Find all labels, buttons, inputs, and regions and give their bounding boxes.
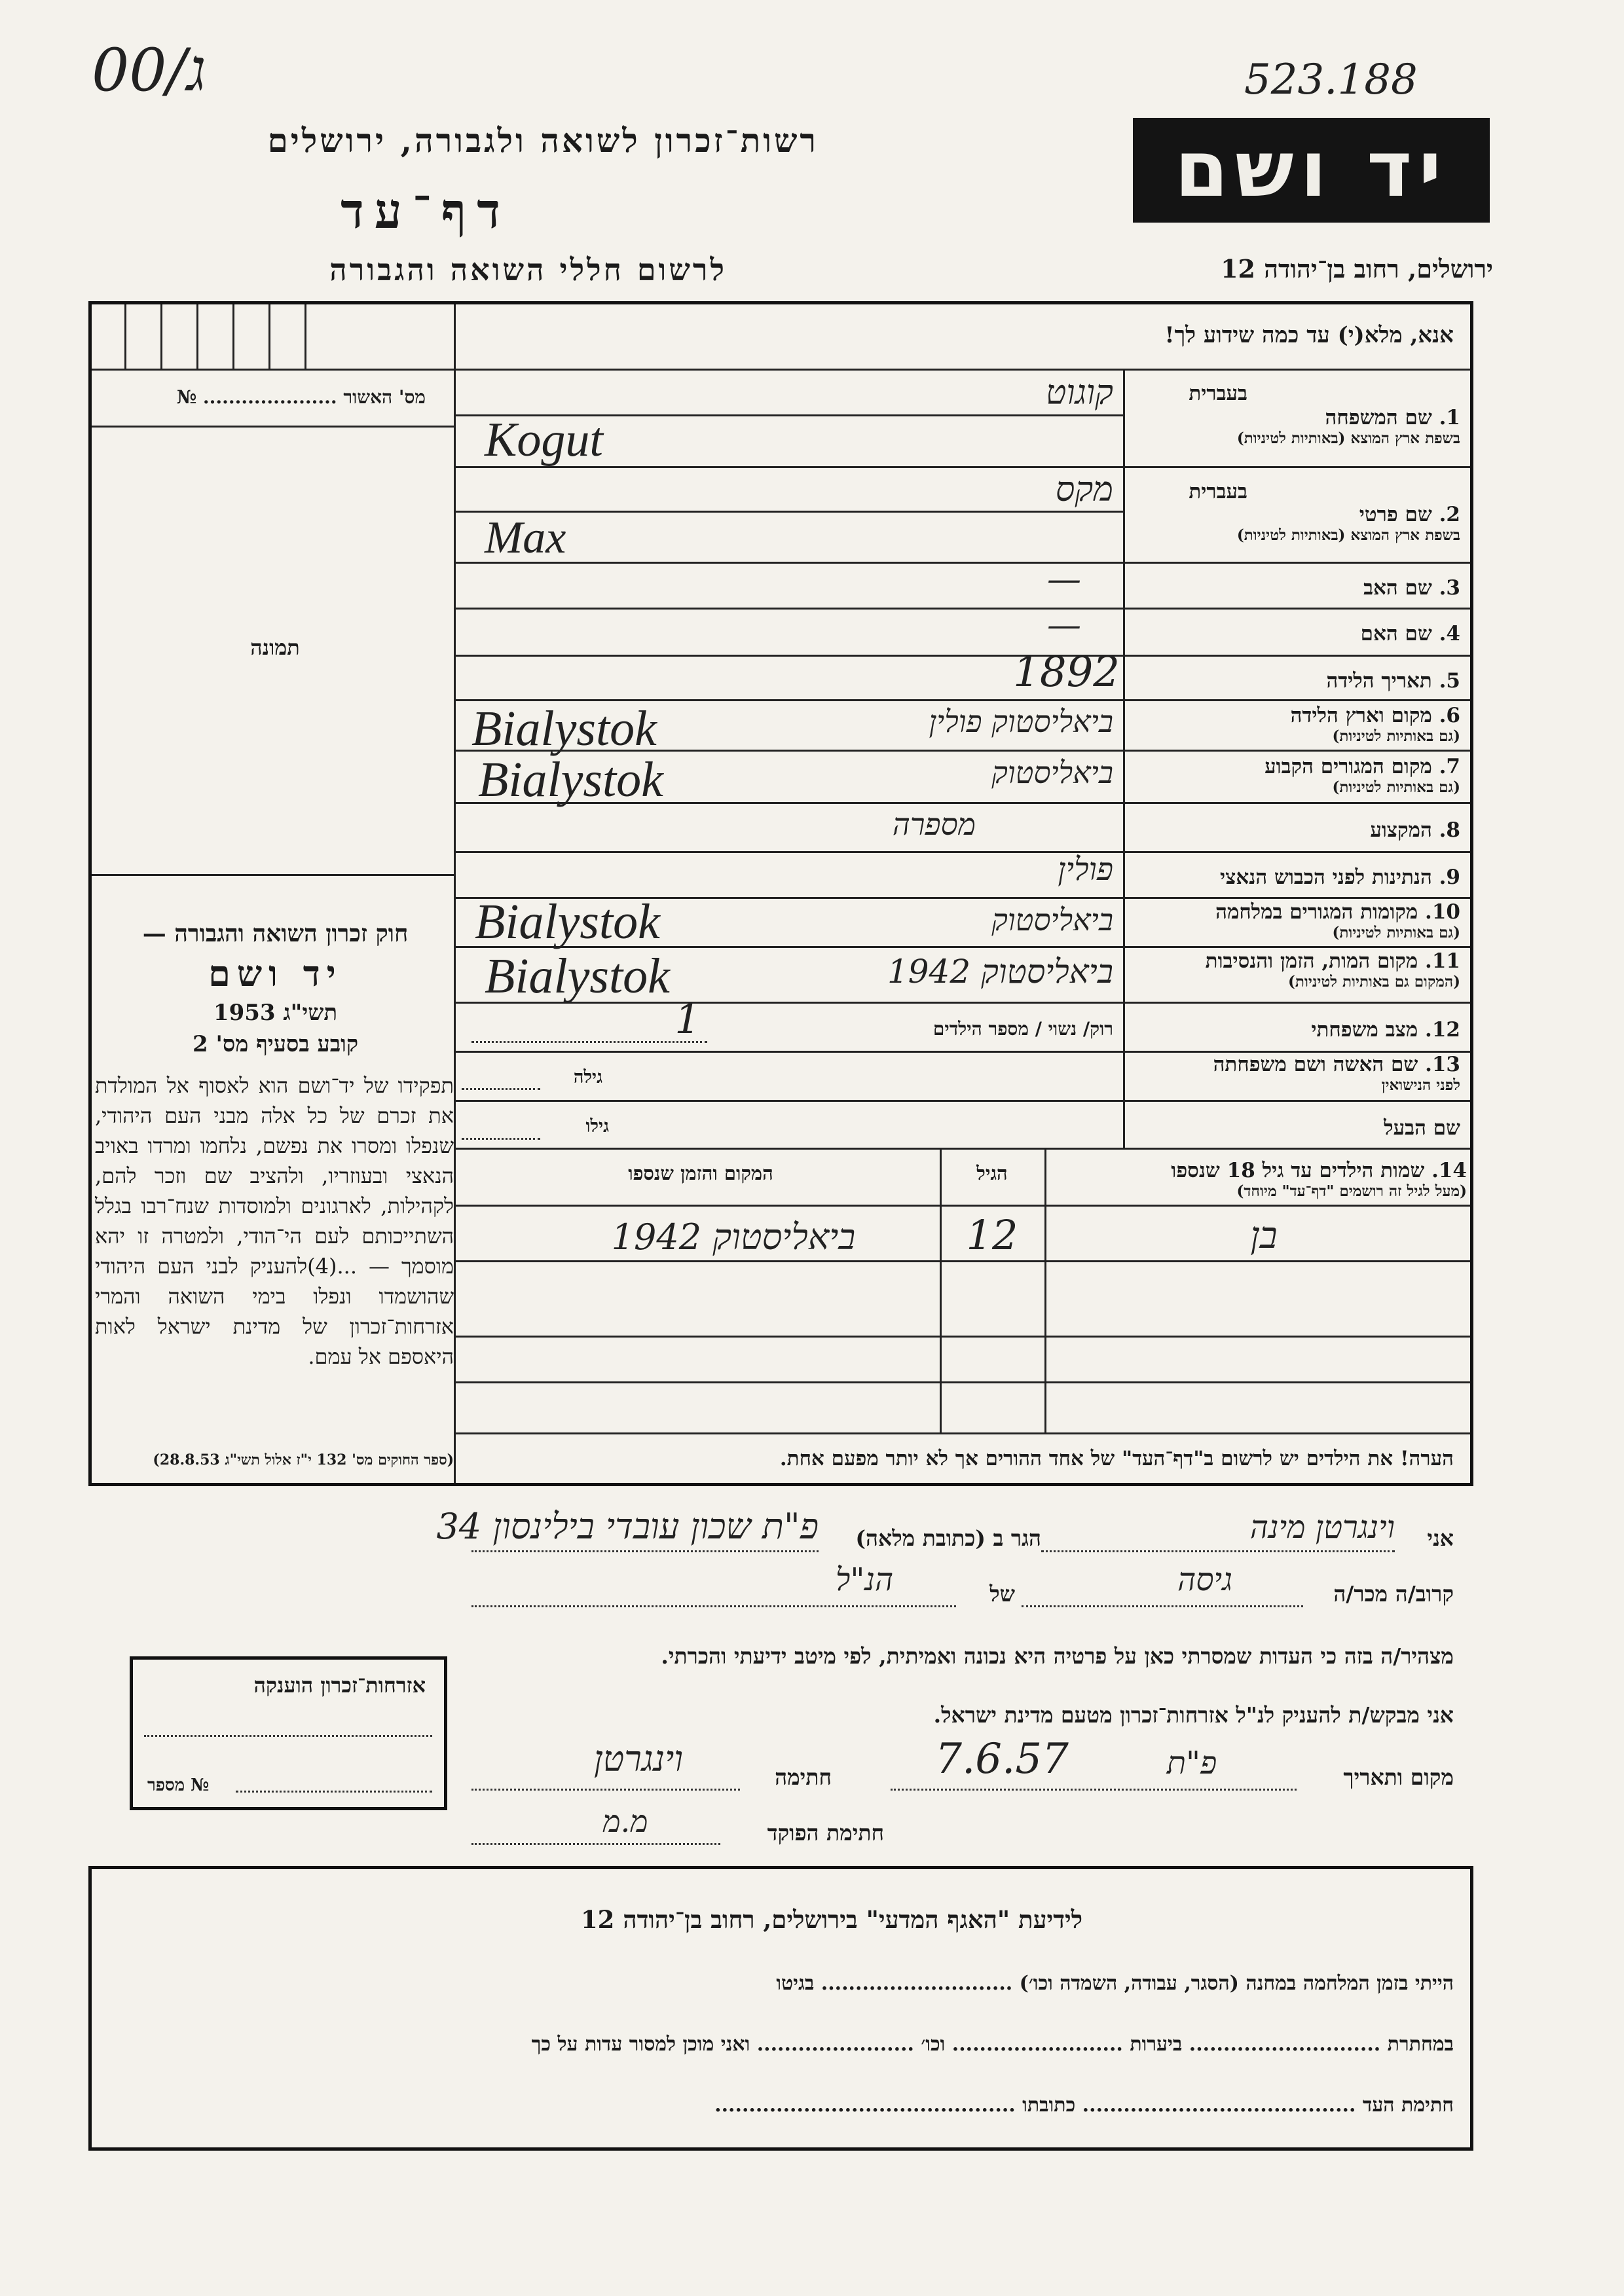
field-10-title: 10. מקומות המגורים במלחמה — [1215, 900, 1460, 924]
field-1-label — [1116, 406, 1460, 447]
form-number: 523.188 — [1244, 56, 1418, 104]
children-col-divider-2 — [940, 1148, 942, 1432]
date-value: 7.6.57 — [935, 1735, 1069, 1783]
field-4-label: 4. שם האם — [1360, 622, 1460, 646]
stamp-dots-1 — [144, 1735, 432, 1737]
photo-label: תמונה — [250, 635, 300, 660]
field-5-value: 1892 — [1013, 648, 1120, 697]
official-signature-label: חתימת הפוקד — [767, 1820, 884, 1846]
field-2-hebrew-value: מקס — [1055, 470, 1113, 509]
field-14-col-age: הגיל — [976, 1162, 1008, 1184]
left-divider-1 — [92, 369, 454, 371]
field-13-sub: לפני הנישואין — [1381, 1076, 1460, 1094]
field-4-value: — — [1047, 606, 1081, 645]
field-12-label: 12. מצב משפחתי — [1311, 1018, 1460, 1042]
field-9-label: 9. הנתינות לפני הכבוש הנאצי — [1220, 866, 1460, 889]
field-3-label: 3. שם האב — [1363, 576, 1460, 600]
field-8-label: 8. המקצוע — [1370, 818, 1460, 842]
field-10-latin-value: Bialystok — [475, 894, 660, 949]
authority-name: רשות־זכרון לשואה ולגבורה, ירושלים — [267, 121, 819, 160]
declaration-of-value: הנ"ל — [835, 1561, 894, 1598]
field-2-label — [1116, 503, 1460, 544]
row-line-4 — [454, 655, 1470, 657]
field-7-hebrew-value: ביאליסטוק — [991, 755, 1113, 790]
declaration-i-label: אני — [1427, 1525, 1454, 1551]
declaration-of-dots — [471, 1605, 956, 1607]
place-date-label: מקום ותאריך — [1343, 1764, 1454, 1790]
child-name-value: בן — [1250, 1214, 1278, 1257]
field-7-label — [1116, 755, 1460, 796]
field-5-label: 5. תאריך הלידה — [1326, 669, 1460, 693]
child-age-value: 12 — [966, 1211, 1018, 1259]
field-13-title: 13. שם האשה ושם משפחתה — [1213, 1053, 1460, 1076]
children-row-line-2 — [454, 1336, 1470, 1338]
stamp-dots-2 — [236, 1791, 432, 1793]
field-1-title: 1. שם המשפחה — [1325, 406, 1460, 429]
field-14-label — [1048, 1159, 1467, 1200]
declaration-relative-label: קרוב/ה מכר/ה — [1333, 1581, 1454, 1607]
law-clause: קובע בסעיף מס' 2 — [192, 1031, 359, 1057]
field-12-options: רוק/ נשוי / מספר הילדים — [932, 1018, 1113, 1040]
instruction-divider — [454, 369, 1470, 371]
field-2-title: 2. שם פרטי — [1359, 503, 1460, 526]
field-10-sub: (גם באותיות לטיניות) — [1332, 924, 1460, 941]
declaration-request: אני מבקש/ת להעניק לנ"ל אזרחות־זכרון מטעם מדינת ישראל. — [933, 1702, 1454, 1728]
field-11-title: 11. מקום המות, הזמן והנסיבות — [1205, 949, 1460, 973]
place-value: פ"ת — [1166, 1745, 1217, 1781]
field-13b-label: שם הבעל — [1384, 1116, 1460, 1140]
law-reference: (ספר החוקים מס' 132 י"ז אלול תשי"ג 28.8.53) — [153, 1451, 454, 1468]
memorial-citizenship-number-label: № מספר — [147, 1776, 210, 1795]
field-7-sub: (גם באותיות לטיניות) — [1332, 778, 1460, 796]
declaration-i-dots — [1041, 1550, 1395, 1552]
declaration-i-value: וינגרטן מינה — [1249, 1509, 1395, 1546]
memorial-citizenship-title: אזרחות־זכרון הוענקה — [253, 1673, 426, 1698]
signature-dots — [471, 1789, 740, 1791]
row-line-13 — [454, 1100, 1470, 1102]
approval-number-label: מס' האשור ..................... № — [176, 386, 426, 408]
field-13b-age-label: גילו — [585, 1116, 609, 1137]
footer-line-2: במחתרת ............................ ביערות ......................... וכו׳ ....................... ואני מוכן למסור עדות על כך — [531, 2033, 1454, 2056]
field-7-title: 7. מקום המגורים הקבוע — [1264, 755, 1460, 778]
field-1-hebrew-value: קוגוט — [1045, 373, 1113, 412]
children-row-line-3 — [454, 1381, 1470, 1383]
declaration-of-label: של — [989, 1581, 1015, 1607]
field-10-hebrew-value: ביאליסטוק — [991, 902, 1113, 938]
field-13-age-dots — [462, 1088, 540, 1090]
form-title: דף־עד — [341, 183, 511, 240]
declaration-resident-dots — [471, 1550, 819, 1552]
field-1-sub: בשפת ארץ המוצא (באותיות לטיניות) — [1236, 429, 1460, 447]
field-14-col-place: המקום והזמן שנספו — [628, 1162, 773, 1184]
official-signature-value: מ.מ — [602, 1804, 648, 1839]
institution-address: ירושלים, רחוב בן־יהודה 12 — [1221, 254, 1493, 283]
left-divider-2 — [92, 426, 454, 428]
field-12-dots — [471, 1041, 707, 1043]
footer-line-3: חתימת העד ........................................ כתובתו ............................................ — [714, 2094, 1454, 2117]
child-place-value: ביאליסטוק 1942 — [611, 1216, 856, 1258]
left-column-divider — [454, 304, 456, 1483]
field-11-latin-value: Bialystok — [485, 949, 670, 1004]
law-title: חוק זכרון השואה והגבורה — — [142, 920, 409, 947]
declaration-statement: מצהיר/ה בזה כי העדות שמסרתי כאן על פרטיה היא נכונה ואמיתית, לפי מיטב ידיעתי והכרתי. — [661, 1643, 1454, 1669]
law-name: יד ושם — [208, 953, 342, 994]
law-block — [97, 920, 454, 1057]
declaration-relative-value: גיסה — [1177, 1561, 1232, 1598]
field-14-sub: (מעל לגיל זה רושמים "דף־עד" מיוחד) — [1236, 1182, 1467, 1200]
footer-title: לידיעת "האגף המדעי" בירושלים, רחוב בן־יהודה 12 — [580, 1905, 1083, 1934]
field-6-title: 6. מקום וארץ הלידה — [1290, 704, 1460, 727]
field-2-sub: בשפת ארץ המוצא (באותיות לטיניות) — [1236, 526, 1460, 544]
note-text: הערה! את הילדים יש לרשום ב"דף־העד" של אחד ההורים אך לא יותר מפעם אחת. — [779, 1447, 1454, 1470]
declaration-resident-label: הגר ב (כתובת מלאה) — [855, 1525, 1041, 1551]
signature-label: חתימה — [775, 1764, 832, 1790]
field-1-latin-value: Kogut — [485, 413, 603, 467]
row-line-13b — [454, 1148, 1470, 1150]
field-6-latin-value: Bialystok — [471, 701, 657, 756]
field-11-label — [1116, 949, 1460, 991]
top-checkbox-strip — [92, 304, 452, 369]
yad-vashem-logo-text: יד ושם — [1174, 124, 1449, 214]
field-11-hebrew-value: ביאליסטוק 1942 — [887, 953, 1113, 991]
instruction-text: אנא, מלא(י) עד כמה שידוע לך! — [1164, 322, 1454, 348]
field-11-sub: (המקום גם באותיות לטיניות) — [1288, 973, 1460, 991]
footer-line-1: הייתי בזמן המלחמה במחנה (הסגר, עבודה, השמדה וכו׳) ............................ בגיטו — [776, 1972, 1454, 1995]
field-13-age-label: גילה — [573, 1067, 602, 1087]
field-6-hebrew-value: ביאליסטוק פולין — [929, 704, 1113, 739]
field-1-hebrew-tag: בעברית — [1189, 382, 1247, 405]
official-signature-dots — [471, 1843, 720, 1845]
field-13-label — [1116, 1053, 1460, 1094]
field-10-label — [1116, 900, 1460, 941]
signature-value: וינגרטן — [593, 1738, 684, 1779]
children-header-line — [454, 1205, 1470, 1207]
field-6-sub: (גם באותיות לטיניות) — [1332, 727, 1460, 745]
place-date-dots — [891, 1789, 1297, 1791]
law-year: תשי"ג 1953 — [213, 1000, 338, 1026]
field-3-value: — — [1047, 560, 1081, 599]
field-14-title: 14. שמות הילדים עד גיל 18 שנספו — [1171, 1159, 1467, 1182]
field-6-label — [1116, 704, 1460, 745]
children-table-bottom — [454, 1432, 1470, 1434]
field-7-latin-value: Bialystok — [478, 752, 663, 807]
field-2-latin-value: Max — [485, 513, 566, 563]
field-8-value: מספרה — [892, 807, 976, 842]
children-row-line-1 — [454, 1260, 1470, 1262]
law-text: תפקידו של יד־ושם הוא לאסוף אל המולדת את זכרם של כל אלה מבני העם היהודי, שנפלו ומסרו את נפשם, נלחמו ומרדו באויב הנאצי ובעוזריו, ולהציב שם וזכר להם, לקהילות, לארגונים ולמוסדות שנח־רבו בגלל השתייכותם לעם הי־הודי, ולמטרה זו יהא מוסמך — ...(4)להעניק לבני העם היהודי שהושמדו ונפלו בימי השואה והמרי אזרחות־זכרון של מדינת ישראל לאות היאספם אל עמם. — [95, 1073, 454, 1369]
corner-handwritten-mark: ג/00 — [92, 36, 206, 105]
row-line-3 — [454, 608, 1470, 610]
declaration-relative-dots — [1022, 1605, 1303, 1607]
children-col-divider-1 — [1044, 1148, 1046, 1432]
declaration-resident-value: פ"ת שכון עובדי בילינסון 34 — [436, 1506, 819, 1547]
field-13b-age-dots — [462, 1138, 540, 1140]
field-2-hebrew-tag: בעברית — [1189, 480, 1247, 503]
form-subtitle: לרשום חללי השואה והגבורה — [329, 252, 727, 287]
field-12-value: 1 — [674, 995, 701, 1043]
field-9-value: פולין — [1058, 851, 1113, 888]
left-divider-3 — [92, 874, 454, 876]
